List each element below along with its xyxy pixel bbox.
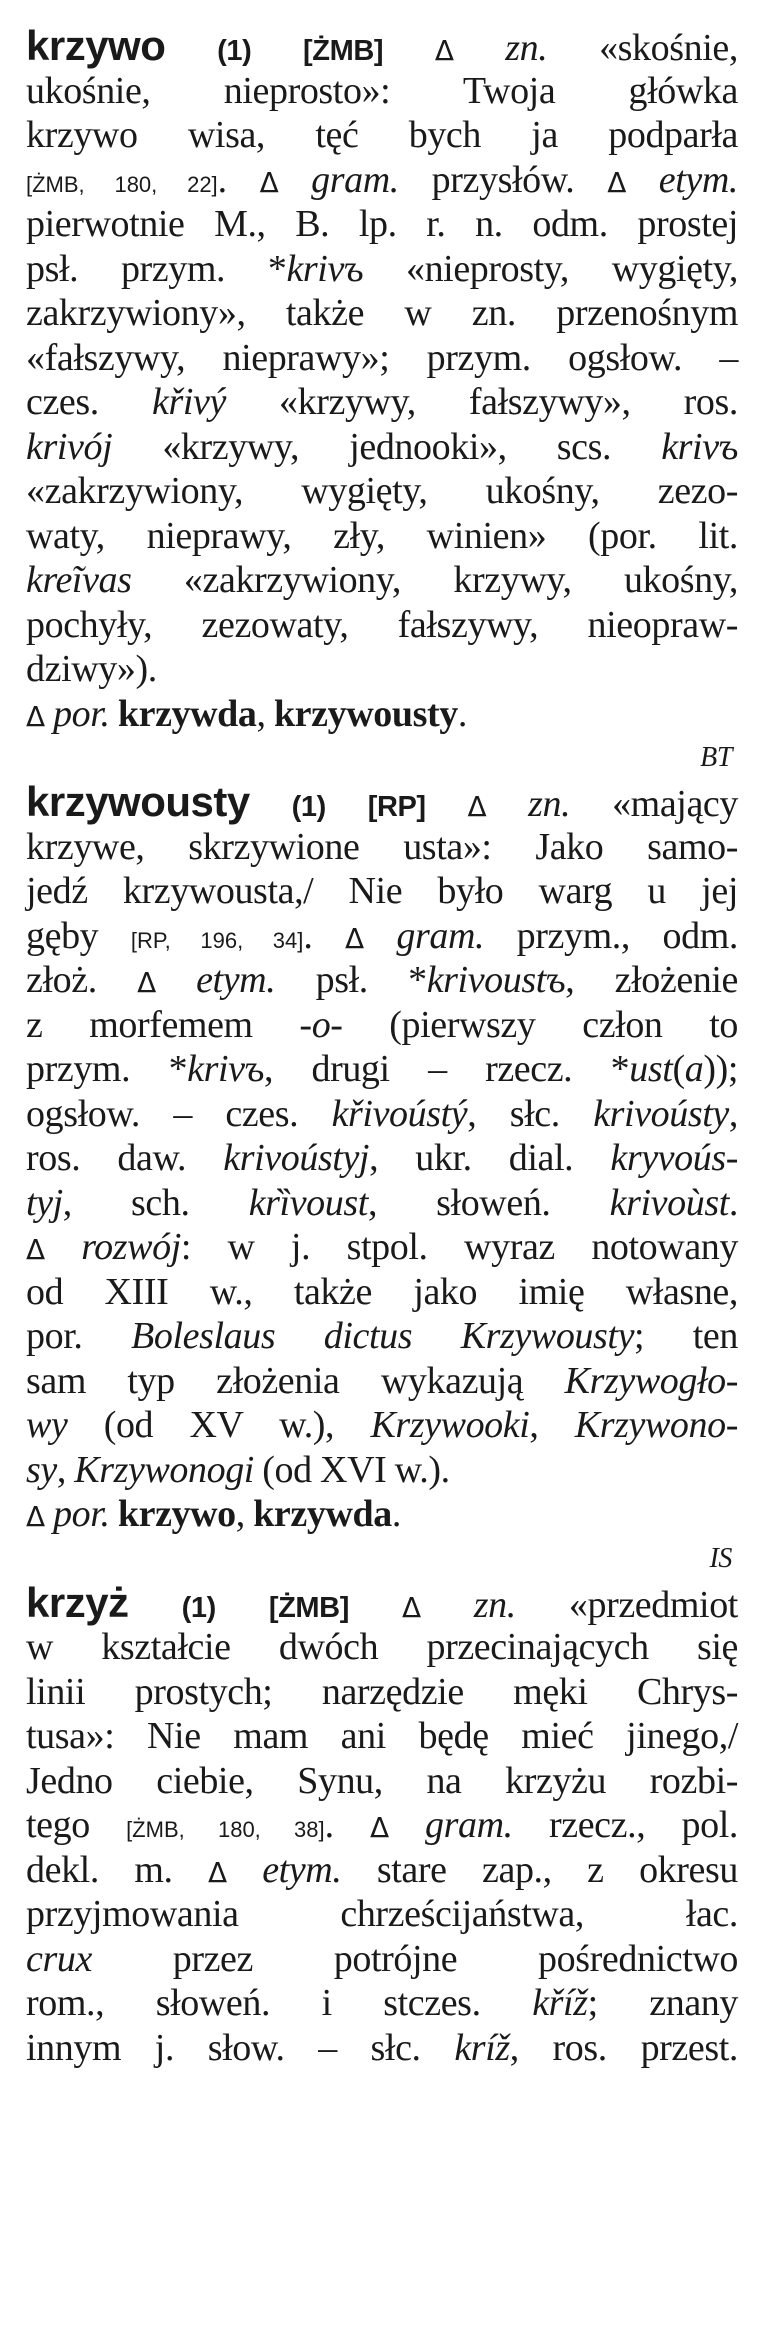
text-line: zakrzywiony», także w zn. przenośnym	[26, 292, 738, 334]
dictionary-page	[26, 24, 738, 2070]
text-line: przym. *krivъ, drugi – rzecz. *ust(a));	[26, 1048, 738, 1090]
author-signature: BT	[700, 742, 732, 773]
text-line: ukośnie, nieprosto»: Twoja główka	[26, 69, 738, 112]
text-line: tego [ŻMB, 180, 38]. Δ gram. rzecz., pol.	[26, 1804, 738, 1846]
entry-krzywo	[26, 24, 738, 780]
text-line: tusa»: Nie mam ani będę mieć jinego,/	[26, 1715, 738, 1757]
headword: krzywo	[26, 22, 166, 69]
text-line: rom., słoweń. i stczes. kříž; znany	[26, 1982, 738, 2024]
text-line: crux przez potrójne pośrednictwo	[26, 1937, 738, 1980]
text-line: sy, Krzywonogi (od XVI w.).	[26, 1448, 450, 1491]
headword: krzyż	[26, 1578, 129, 1626]
entry-krzywousty	[26, 780, 738, 1581]
text-line: złoż. Δ etym. psł. *krivoustъ, złożenie	[26, 959, 739, 1001]
sense-number: (1)	[291, 791, 326, 823]
author-signature: IS	[709, 1542, 732, 1574]
text-line: [ŻMB, 180, 22]. Δ gram. przysłów. Δ etym.	[26, 158, 738, 201]
text-line: krivój «krzywy, jednooki», scs. krivъ	[26, 425, 738, 468]
text-line: Δ por. krzywda, krzywousty.	[26, 692, 467, 735]
text-line: z morfemem -o- (pierwszy człon to	[26, 1003, 738, 1046]
text-line: krzywousty (1) [RP] Δ zn. «mający	[26, 778, 738, 825]
text-line: gęby [RP, 196, 34]. Δ gram. przym., odm.	[26, 914, 738, 957]
text-line: czes. křivý «krzywy, fałszywy», ros.	[26, 381, 739, 423]
text-line: tyj, sch. krȉvoust, słoweń. krivoùst.	[26, 1181, 738, 1224]
text-line: krzywo (1) [ŻMB] Δ zn. «skośnie,	[26, 22, 738, 69]
text-line: ogsłow. – czes. křivoústý, słc. krivoústy,	[26, 1092, 738, 1135]
text-line: krzywe, skrzywione usta»: Jako samo-	[26, 825, 738, 868]
text-line: pierwotnie M., B. lp. r. n. odm. prostej	[26, 203, 738, 245]
text-line: ros. daw. krivoústyj, ukr. dial. kryvoús-	[26, 1137, 738, 1179]
text-line: por. Boleslaus dictus Krzywousty; ten	[26, 1315, 738, 1357]
text-line: krzyż (1) [ŻMB] Δ zn. «przedmiot	[26, 1578, 738, 1626]
text-line: innym j. słow. – słc. kríž, ros. przest.	[26, 2026, 738, 2069]
text-line: «fałszywy, nieprawy»; przym. ogsłow. –	[26, 336, 738, 379]
sense-number: (1)	[181, 1591, 216, 1624]
entry-krzyz	[26, 1578, 738, 2071]
text-line: jedź krzywousta,/ Nie było warg u jej	[26, 870, 738, 912]
text-line: Δ por. krzywo, krzywda.	[26, 1493, 401, 1535]
text-line: Jedno ciebie, Synu, na krzyżu rozbi-	[26, 1759, 738, 1802]
headword: krzywousty	[26, 778, 250, 825]
text-line: krzywo wisa, tęć bych ja podparła	[26, 114, 738, 156]
text-line: dziwy»).	[26, 648, 157, 690]
text-line: wy (od XV w.), Krzywooki, Krzywono-	[26, 1404, 738, 1446]
text-line: sam typ złożenia wykazują Krzywogło-	[26, 1359, 738, 1402]
text-line: linii prostych; narzędzie męki Chrys-	[26, 1670, 738, 1713]
sense-number: (1)	[217, 35, 252, 67]
text-line: Δ rozwój: w j. stpol. wyraz notowany	[26, 1226, 738, 1268]
text-line: pochyły, zezowaty, fałszywy, nieopraw-	[26, 603, 738, 646]
text-line: dekl. m. Δ etym. stare zap., z okresu	[26, 1848, 738, 1891]
text-line: przyjmowania chrześcijaństwa, łac.	[26, 1893, 738, 1935]
text-line: waty, nieprawy, zły, winien» (por. lit.	[26, 514, 738, 557]
text-line: od XIII w., także jako imię własne,	[26, 1270, 738, 1313]
text-line: «zakrzywiony, wygięty, ukośny, zezo-	[26, 470, 738, 512]
text-line: kreĩvas «zakrzywiony, krzywy, ukośny,	[26, 559, 738, 601]
source-tag: [RP]	[367, 791, 426, 823]
text-line: w kształcie dwóch przecinających się	[26, 1626, 738, 1668]
source-tag: [ŻMB]	[303, 35, 384, 67]
source-tag: [ŻMB]	[268, 1591, 349, 1624]
text-line: psł. przym. *krivъ «nieprosty, wygięty,	[26, 247, 738, 290]
